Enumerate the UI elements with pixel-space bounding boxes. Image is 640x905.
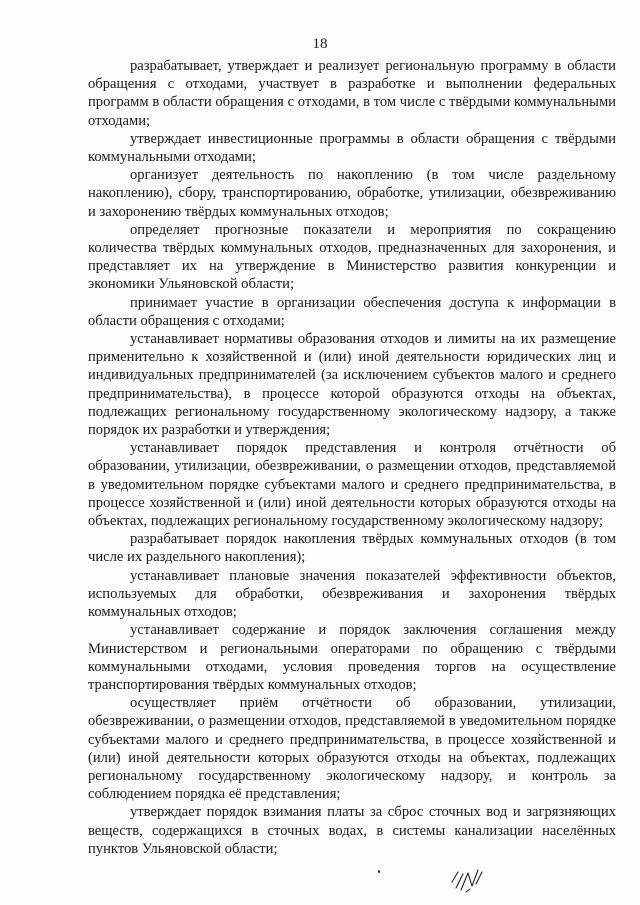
paragraph-3: организует деятельность по накоплению (в том числе раздельному накоплению), сбору, транспортированию, обработке, утилизации, обезвреживанию и захоронению твёрдых коммунальных отходов; — [88, 167, 616, 220]
paragraph-11: осуществляет приём отчётности об образовании, утилизации, обезвреживании, о размещении отходов, представляемой в уведомительном порядке субъектами малого и среднего предпринимательства, в процессе хозяйственной и (или) иной деятельности которых образуются отходы на объектах, подлежащих региональному государственному экологическому надзору, и контроль за соблюдением порядка её представления; — [88, 695, 616, 803]
paragraph-6: устанавливает нормативы образования отходов и лимиты на их размещение применительно к хозяйственной и (или) иной деятельности юридических лиц и индивидуальных предпринимателей (за исключением субъектов малого и среднего предпринимательства), в процессе которой образуются отходы на объектах, подлежащих региональному государственному экологическому надзору, а также порядок их разработки и утверждения; — [88, 331, 616, 439]
body-text — [88, 57, 616, 858]
paragraph-12: утверждает порядок взимания платы за сброс сточных вод и загрязняющих веществ, содержащихся в сточных водах, в системы канализации населённых пунктов Ульяновской области; — [88, 804, 616, 857]
paragraph-4: определяет прогнозные показатели и мероприятия по сокращению количества твёрдых коммунальных отходов, предназначенных для захоронения, и представляет их на утверждение в Министерство развития конкуренции и экономики Ульяновской области; — [88, 221, 616, 293]
paragraph-1: разрабатывает, утверждает и реализует региональную программу в области обращения с отходами, участвует в разработке и выполнении федеральных программ в области обращения с отходами, в том числе с твёрдыми коммунальными отходами; — [88, 58, 616, 129]
page-number: 18 — [312, 36, 328, 52]
paragraph-8: разрабатывает порядок накопления твёрдых коммунальных отходов (в том числе их раздельного накопления); — [88, 531, 616, 566]
paragraph-7: устанавливает порядок представления и контроля отчётности об образовании, утилизации, обезвреживании, о размещении отходов, представляемой в уведомительном порядке субъектами малого и среднего предпринимательства, в процессе хозяйственной и (или) иной деятельности которых образуются отходы на объектах, подлежащих региональному государственному экологическому надзору; — [88, 440, 616, 530]
paragraph-10: устанавливает содержание и порядок заключения соглашения между Министерством и региональными операторами по обращению с твёрдыми коммунальными отходами, условия проведения торгов на осуществление транспортирования твёрдых коммунальных отходов; — [88, 622, 616, 693]
handwritten-initials-mark — [448, 862, 488, 896]
paragraph-2: утверждает инвестиционные программы в области обращения с твёрдыми коммунальными отходами; — [88, 130, 616, 166]
ink-dot — [378, 870, 380, 873]
paragraph-5: принимает участие в организации обеспечения доступа к информации в области обращения с отходами; — [88, 294, 616, 329]
paragraph-9: устанавливает плановые значения показателей эффективности объектов, используемых для обработки, обезвреживания и захоронения твёрдых коммунальных отходов; — [88, 567, 616, 621]
